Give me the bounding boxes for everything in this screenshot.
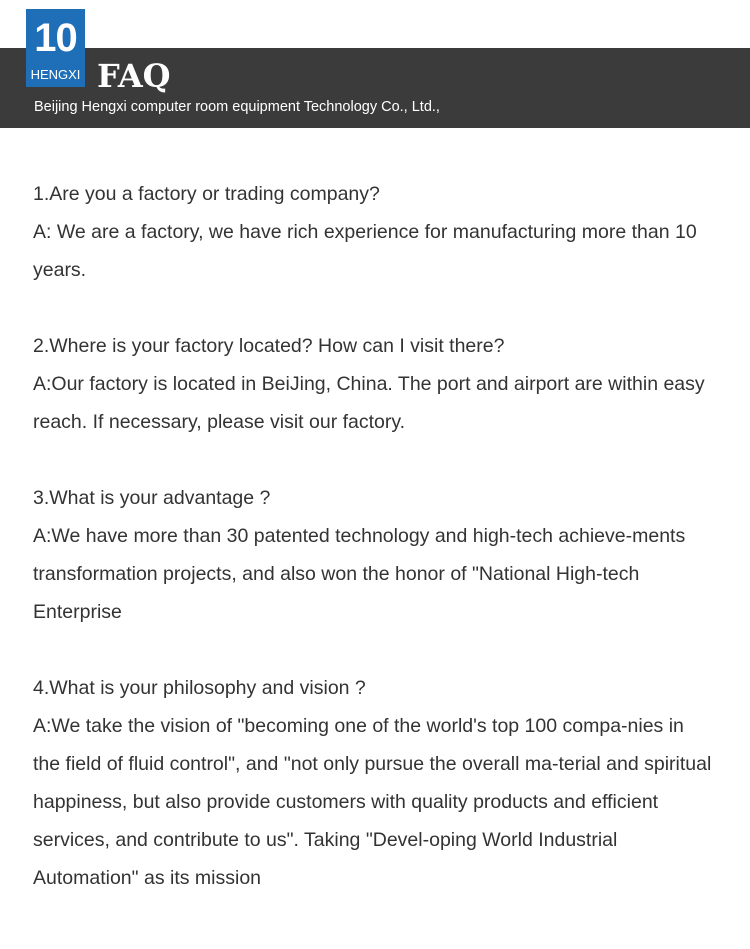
faq-list bbox=[33, 175, 713, 935]
top-blank-strip bbox=[90, 0, 750, 48]
faq-question: 2.Where is your factory located? How can I visit there? bbox=[33, 335, 505, 357]
faq-question: 3.What is your advantage ? bbox=[33, 487, 271, 509]
faq-item bbox=[33, 669, 713, 897]
faq-item bbox=[33, 175, 713, 289]
faq-answer: A:Our factory is located in BeiJing, China. The port and airport are within easy reach. If necessary, please visit our factory. bbox=[33, 373, 705, 433]
faq-answer: A:We have more than 30 patented technology and high-tech achieve-ments transformation projects, and also won the honor of "National High-tech Enterprise bbox=[33, 525, 686, 623]
faq-item bbox=[33, 479, 713, 631]
faq-question: 4.What is your philosophy and vision ? bbox=[33, 677, 366, 699]
faq-answer: A: We are a factory, we have rich experience for manufacturing more than 10 years. bbox=[33, 221, 697, 281]
page-title: FAQ bbox=[97, 57, 171, 95]
faq-item bbox=[33, 327, 713, 441]
badge-brand: HENGXI bbox=[30, 67, 81, 82]
faq-answer: A:We take the vision of "becoming one of the world's top 100 compa-nies in the field of fluid control", and "not only pursue the overall ma-terial and spiritual happiness, but also provide customers with quality products and efficient services, and contribute to us". Taking "Devel-oping World Industrial Automation" as its mission bbox=[33, 715, 712, 889]
faq-question: 1.Are you a factory or trading company? bbox=[33, 183, 380, 205]
company-subtitle: Beijing Hengxi computer room equipment Technology Co., Ltd., bbox=[34, 99, 440, 115]
badge-number: 10 bbox=[34, 16, 77, 60]
section-number-badge bbox=[26, 9, 85, 87]
